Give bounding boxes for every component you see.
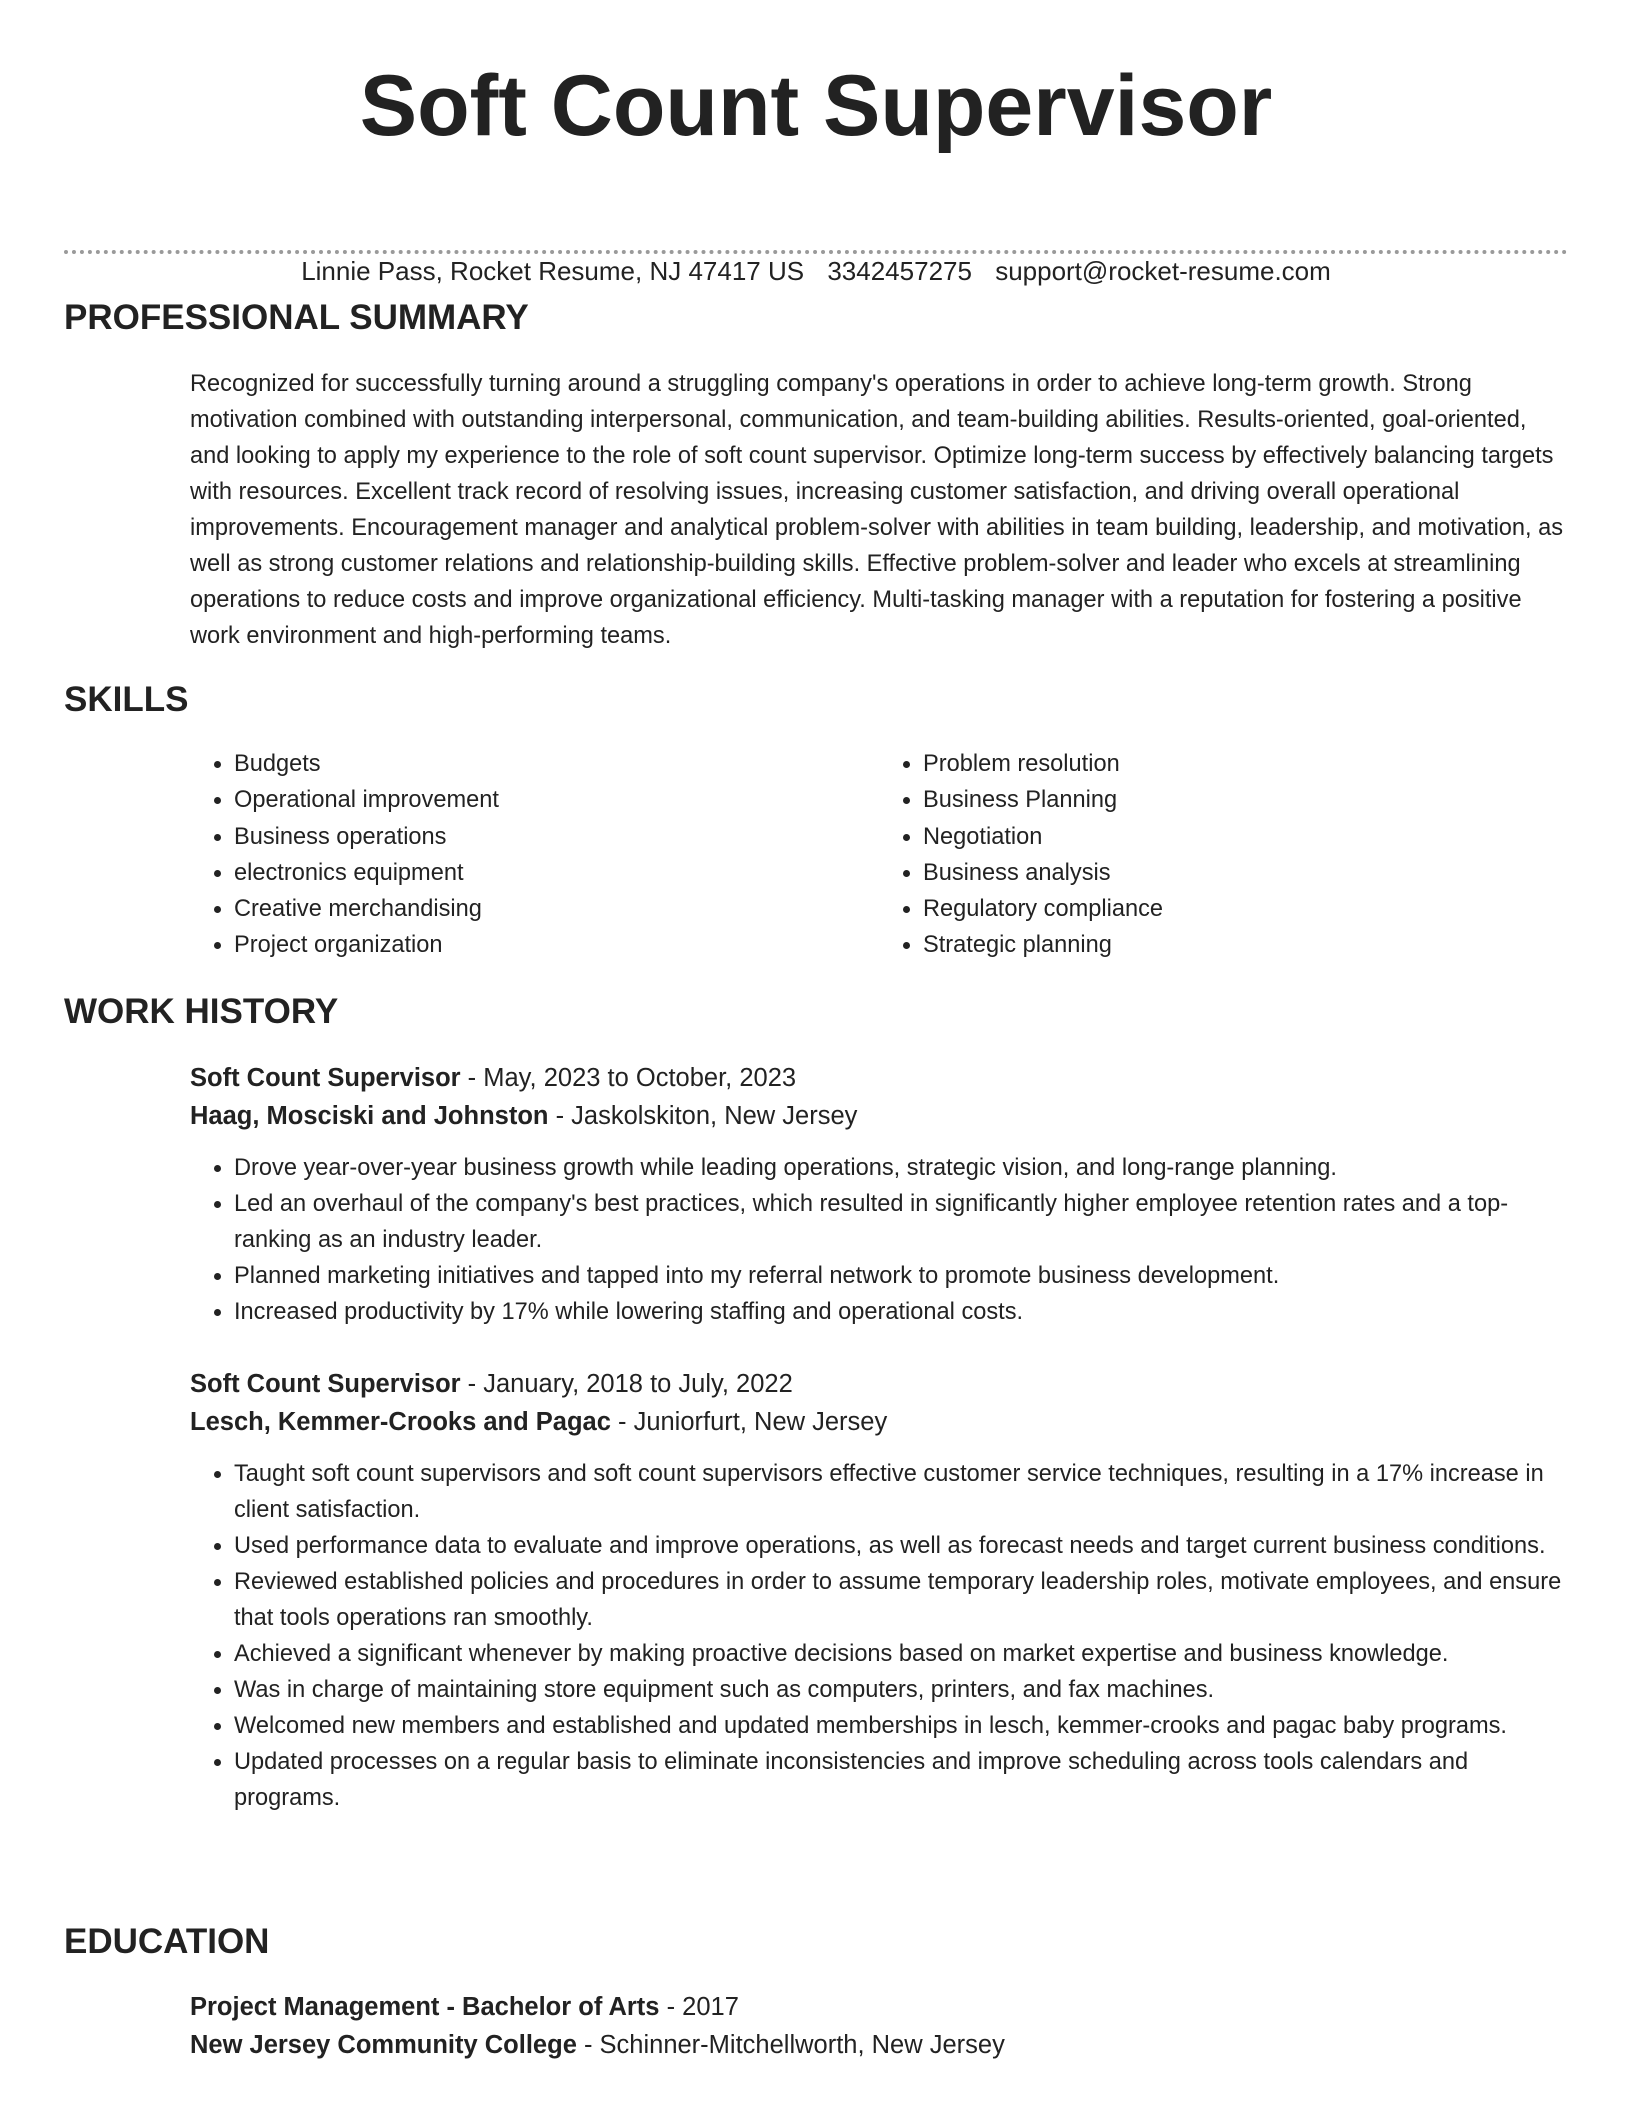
job-company: Haag, Mosciski and Johnston	[190, 1102, 549, 1130]
resume-title: Soft Count Supervisor	[359, 58, 1273, 154]
job-bullets	[190, 1456, 1568, 1816]
skill-item: • Project organization	[234, 927, 879, 963]
job-bullet: • Led an overhaul of the company's best practices, which resulted in significantly higher employee retention rates and a top-ranking as an industry leader.	[234, 1186, 1568, 1258]
skills-list	[190, 746, 1568, 964]
job-title: Soft Count Supervisor	[190, 1370, 461, 1398]
job-bullet: • Taught soft count supervisors and soft count supervisors effective customer service techniques, resulting in a 17% increase in client satisfaction.	[234, 1456, 1568, 1528]
skill-item: • Operational improvement	[234, 782, 879, 818]
contact-line	[0, 256, 1632, 287]
skills-column-right	[879, 746, 1568, 964]
job-bullet: • Drove year-over-year business growth while leading operations, strategic vision, and long-range planning.	[234, 1150, 1568, 1186]
job-bullet: • Welcomed new members and established and updated memberships in lesch, kemmer-crooks and pagac baby programs.	[234, 1708, 1568, 1744]
contact-email: support@rocket-resume.com	[995, 256, 1331, 286]
job-bullet: • Updated processes on a regular basis to eliminate inconsistencies and improve scheduling across tools calendars and programs.	[234, 1744, 1568, 1816]
job-bullet: • Planned marketing initiatives and tapped into my referral network to promote business development.	[234, 1258, 1568, 1294]
job-title-line	[190, 1060, 1568, 1096]
skill-item: • Problem resolution	[923, 746, 1568, 782]
education-degree-line	[190, 1988, 1568, 2026]
skill-item: • Business operations	[234, 819, 879, 855]
work-history-heading: WORK HISTORY	[64, 992, 339, 1031]
job-dates: - January, 2018 to July, 2022	[460, 1370, 793, 1398]
job-location: - Jaskolskiton, New Jersey	[548, 1102, 858, 1130]
summary-text: Recognized for successfully turning around a struggling company's operations in order to achieve long-term growth. Strong motivation combined with outstanding interpersonal, communication, and team-building abilities. Results-oriented, goal-oriented, and looking to apply my experience to the role of soft count supervisor. Optimize long-term success by effectively balancing targets with resources. Excellent track record of resolving issues, increasing customer satisfaction, and driving overall operational improvements. Encouragement manager and analytical problem-solver with abilities in team building, leadership, and motivation, as well as strong customer relations and relationship-building skills. Effective problem-solver and leader who excels at streamlining operations to reduce costs and improve organizational efficiency. Multi-tasking manager with a reputation for fostering a positive work environment and high-performing teams.	[190, 371, 1564, 649]
education-heading: EDUCATION	[64, 1922, 270, 1961]
job-title-line	[190, 1366, 1568, 1402]
job-bullet: • Was in charge of maintaining store equipment such as computers, printers, and fax machines.	[234, 1672, 1568, 1708]
skill-item: • Strategic planning	[923, 927, 1568, 963]
skill-item: • electronics equipment	[234, 855, 879, 891]
header-divider	[64, 250, 1568, 254]
job-bullets	[190, 1150, 1568, 1330]
education-year: - 2017	[659, 1993, 739, 2021]
summary-heading: PROFESSIONAL SUMMARY	[64, 298, 529, 337]
education-school: New Jersey Community College	[190, 2031, 577, 2059]
contact-phone: 3342457275	[827, 256, 972, 286]
skills-heading: SKILLS	[64, 680, 189, 719]
education-location: - Schinner-Mitchellworth, New Jersey	[576, 2031, 1005, 2059]
job-title: Soft Count Supervisor	[190, 1064, 461, 1092]
education-school-line	[190, 2026, 1568, 2064]
education-degree: Project Management - Bachelor of Arts	[190, 1993, 660, 2021]
job-dates: - May, 2023 to October, 2023	[460, 1064, 797, 1092]
skill-item: • Budgets	[234, 746, 879, 782]
job-bullet: • Achieved a significant whenever by making proactive decisions based on market expertise and business knowledge.	[234, 1636, 1568, 1672]
skill-item: • Negotiation	[923, 819, 1568, 855]
job-company: Lesch, Kemmer-Crooks and Pagac	[190, 1408, 611, 1436]
job-bullet: • Increased productivity by 17% while lowering staffing and operational costs.	[234, 1294, 1568, 1330]
contact-address: Linnie Pass, Rocket Resume, NJ 47417 US	[301, 256, 805, 286]
skill-item: • Regulatory compliance	[923, 891, 1568, 927]
job-bullet: • Reviewed established policies and procedures in order to assume temporary leadership roles, motivate employees, and ensure that tools operations ran smoothly.	[234, 1564, 1568, 1636]
job-entry	[190, 1060, 1568, 1330]
skill-item: • Creative merchandising	[234, 891, 879, 927]
job-bullet: • Used performance data to evaluate and improve operations, as well as forecast needs and target current business conditions.	[234, 1528, 1568, 1564]
job-location: - Juniorfurt, New Jersey	[610, 1408, 888, 1436]
skill-item: • Business analysis	[923, 855, 1568, 891]
job-company-line	[190, 1096, 1568, 1136]
skills-column-left	[190, 746, 879, 964]
job-entry	[190, 1366, 1568, 1816]
education-entry	[190, 1988, 1568, 2064]
job-company-line	[190, 1402, 1568, 1442]
skill-item: • Business Planning	[923, 782, 1568, 818]
